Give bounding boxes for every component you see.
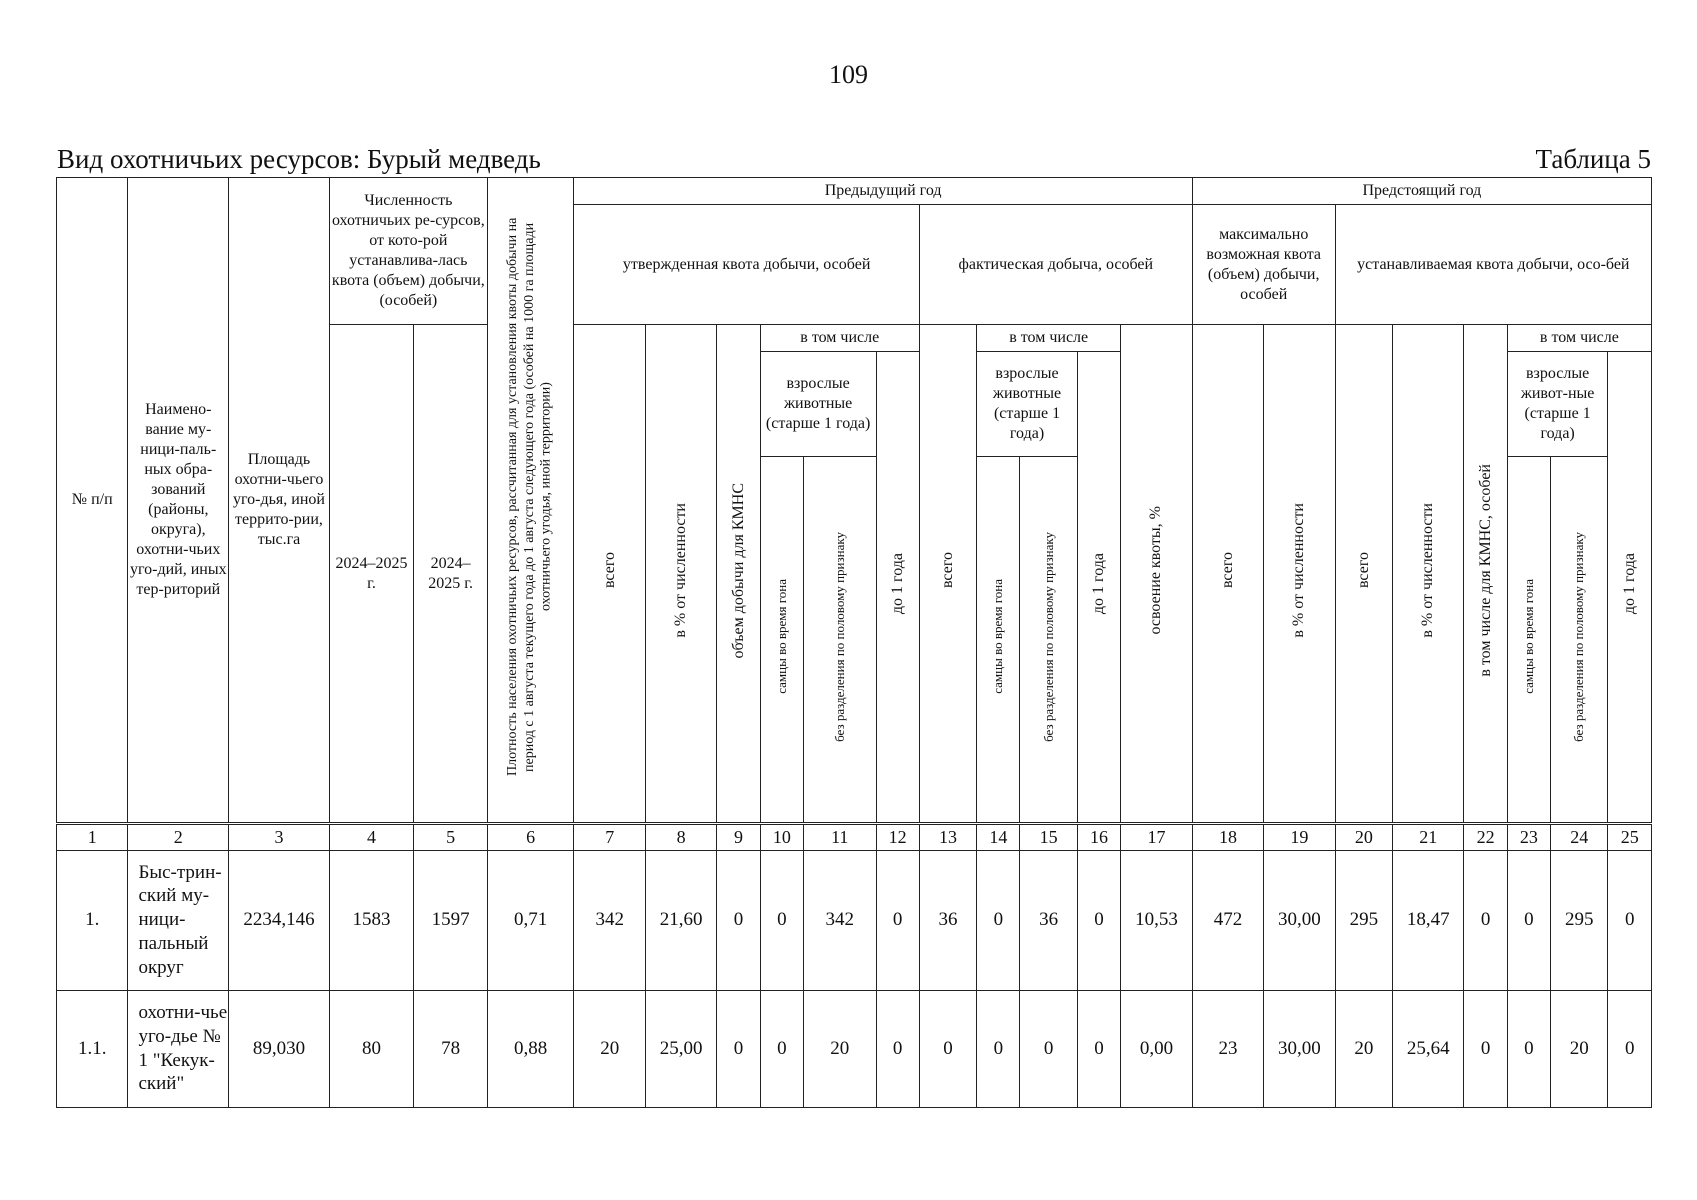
- table-cell: 0,00: [1121, 990, 1193, 1107]
- table-cell: 342: [574, 850, 645, 990]
- column-number-cell: 8: [645, 824, 716, 851]
- column-number-cell: 18: [1192, 824, 1263, 851]
- column-number-cell: 22: [1464, 824, 1507, 851]
- column-number-cell: 6: [487, 824, 574, 851]
- table-cell: 23: [1192, 990, 1263, 1107]
- table-cell: 0: [717, 990, 760, 1107]
- table-cell: 10,53: [1121, 850, 1193, 990]
- table-cell: 0: [919, 990, 976, 1107]
- table-cell: 36: [1020, 850, 1077, 990]
- table-cell: 36: [919, 850, 976, 990]
- header-row-number: № п/п: [57, 178, 128, 824]
- table-cell: 1583: [329, 850, 413, 990]
- header-col15-text: без разделения по половому признаку: [1040, 531, 1056, 742]
- column-number-cell: 11: [803, 824, 876, 851]
- resource-caption: Вид охотничьих ресурсов: Бурый медведь: [57, 144, 541, 174]
- header-col13-text: всего: [939, 552, 956, 589]
- header-col25-text: до 1 года: [1620, 553, 1638, 615]
- header-col23: [1507, 457, 1550, 824]
- table-cell: 30,00: [1264, 850, 1335, 990]
- header-col21: [1393, 325, 1464, 824]
- header-col20: [1335, 325, 1392, 824]
- column-number-cell: 16: [1077, 824, 1120, 851]
- table-cell: 0: [1464, 850, 1507, 990]
- header-actual-harvest: фактическая добыча, особей: [919, 205, 1192, 325]
- column-number-cell: 4: [329, 824, 413, 851]
- table-cell: 0: [876, 990, 919, 1107]
- table-cell: 80: [329, 990, 413, 1107]
- header-col19: [1264, 325, 1335, 824]
- header-density-text: Плотность населения охотничьих ресурсов, рассчитанная для установления квоты добычи на период с 1 августа текущего года до 1 августа следующего года (особей на 1000 га площади охотничьего угодья, иной территории): [505, 217, 555, 777]
- header-col14-text: самцы во время гона: [990, 579, 1006, 694]
- header-col18: [1192, 325, 1263, 824]
- column-number-cell: 23: [1507, 824, 1550, 851]
- table-cell: 0: [977, 990, 1020, 1107]
- row-number: 1.1.: [57, 990, 128, 1107]
- column-number-cell: 3: [229, 824, 330, 851]
- column-number-cell: 9: [717, 824, 760, 851]
- table-cell: 0: [760, 990, 803, 1107]
- column-number-cell: 21: [1393, 824, 1464, 851]
- table-cell: 472: [1192, 850, 1263, 990]
- table-cell: 2234,146: [229, 850, 330, 990]
- header-col23-text: самцы во время гона: [1520, 579, 1536, 694]
- row-name: охотни-чье уго-дье № 1 "Кекук-ский": [128, 990, 229, 1107]
- header-col22: [1464, 325, 1507, 824]
- header-max-quota: максимально возможная квота (объем) добычи, особей: [1192, 205, 1335, 325]
- column-number-cell: 2: [128, 824, 229, 851]
- header-adults-approved: взрослые животные (старше 1 года): [760, 352, 876, 457]
- header-col25: [1608, 352, 1652, 824]
- table-cell: 78: [414, 990, 488, 1107]
- header-approved-quota: утвержденная квота добычи, особей: [574, 205, 919, 325]
- table-caption: Таблица 5: [1535, 144, 1651, 174]
- header-col16: [1077, 352, 1120, 824]
- column-number-cell: 17: [1121, 824, 1193, 851]
- column-number-cell: 15: [1020, 824, 1077, 851]
- column-number-row: [57, 824, 1652, 851]
- table-cell: 295: [1551, 850, 1608, 990]
- table-cell: 1597: [414, 850, 488, 990]
- table-row: [57, 990, 1652, 1107]
- table-cell: 21,60: [645, 850, 716, 990]
- table-cell: 295: [1335, 850, 1392, 990]
- header-previous-year: Предыдущий год: [574, 178, 1192, 205]
- header-municipality-name: Наимено-вание му-ници-паль-ных обра-зований (районы, округа), охотни-чьих уго-дий, иных тер-риторий: [128, 178, 229, 824]
- header-including-actual: в том числе: [977, 325, 1121, 352]
- header-col18-text: всего: [1218, 552, 1236, 589]
- table-cell: 20: [803, 990, 876, 1107]
- table-cell: 18,47: [1393, 850, 1464, 990]
- table-cell: 0: [876, 850, 919, 990]
- table-cell: 0: [1077, 850, 1120, 990]
- header-col10-text: самцы во время гона: [773, 579, 789, 694]
- header-col13: [919, 325, 976, 824]
- header-col20-text: всего: [1354, 552, 1372, 589]
- row-name: Быс-трин-ский му-ници-пальный округ: [128, 850, 229, 990]
- header-col12: [876, 352, 919, 824]
- header-adults-actual: взрослые животные (старше 1 года): [977, 352, 1078, 457]
- row-number: 1.: [57, 850, 128, 990]
- header-adults-set: взрослые живот-ные (старше 1 года): [1507, 352, 1608, 457]
- table-cell: 0,71: [487, 850, 574, 990]
- column-number-cell: 14: [977, 824, 1020, 851]
- header-density: [487, 178, 574, 824]
- header-col7-text: всего: [600, 552, 618, 589]
- header-col21-text: в % от численности: [1419, 503, 1437, 638]
- table-cell: 0: [1608, 850, 1652, 990]
- column-number-cell: 20: [1335, 824, 1392, 851]
- header-including-set: в том числе: [1507, 325, 1651, 352]
- table-cell: 0,88: [487, 990, 574, 1107]
- column-number-cell: 10: [760, 824, 803, 851]
- table-cell: 0: [717, 850, 760, 990]
- header-set-quota: устанавливаемая квота добычи, осо-бей: [1335, 205, 1651, 325]
- header-col19-text: в % от численности: [1290, 503, 1308, 638]
- header-population-group: Численность охотничьих ре-сурсов, от кото-рой устанавлива-лась квота (объем) добычи, (особей): [329, 178, 487, 325]
- table-cell: 0: [1608, 990, 1652, 1107]
- table-cell: 0: [760, 850, 803, 990]
- header-col11-text: без разделения по половому признаку: [831, 531, 847, 742]
- page-number: 109: [829, 60, 868, 89]
- header-col17: [1121, 325, 1193, 824]
- column-number-cell: 19: [1264, 824, 1335, 851]
- header-col4: 2024–2025 г.: [329, 325, 413, 824]
- table-cell: 30,00: [1264, 990, 1335, 1107]
- header-col11: [803, 457, 876, 824]
- table-cell: 25,64: [1393, 990, 1464, 1107]
- column-number-cell: 25: [1608, 824, 1652, 851]
- column-number-cell: 7: [574, 824, 645, 851]
- header-col10: [760, 457, 803, 824]
- header-col24-text: без разделения по половому признаку: [1571, 531, 1587, 742]
- table-cell: 89,030: [229, 990, 330, 1107]
- header-area: Площадь охотни-чьего уго-дья, иной террито-рии, тыс.га: [229, 178, 330, 824]
- table-cell: 0: [1020, 990, 1077, 1107]
- header-col9-text: объем добычи для КМНС: [729, 482, 747, 659]
- table-row: [57, 850, 1652, 990]
- column-number-cell: 5: [414, 824, 488, 851]
- table-cell: 25,00: [645, 990, 716, 1107]
- header-col9: [717, 325, 760, 824]
- header-col5: 2024–2025 г.: [414, 325, 488, 824]
- header-col14: [977, 457, 1020, 824]
- header-col7: [574, 325, 645, 824]
- table-cell: 342: [803, 850, 876, 990]
- header-col16-text: до 1 года: [1090, 553, 1107, 615]
- column-number-cell: 1: [57, 824, 128, 851]
- table-cell: 20: [1335, 990, 1392, 1107]
- header-including-approved: в том числе: [760, 325, 919, 352]
- header-col24: [1551, 457, 1608, 824]
- table-cell: 0: [1507, 850, 1550, 990]
- header-col22-text: в том числе для КМНС, особей: [1476, 464, 1494, 677]
- header-col8: [645, 325, 716, 824]
- table-cell: 0: [1507, 990, 1550, 1107]
- table-cell: 20: [574, 990, 645, 1107]
- column-number-cell: 13: [919, 824, 976, 851]
- header-upcoming-year: Предстоящий год: [1192, 178, 1651, 205]
- table-cell: 0: [977, 850, 1020, 990]
- table-cell: 20: [1551, 990, 1608, 1107]
- column-number-cell: 24: [1551, 824, 1608, 851]
- column-number-cell: 12: [876, 824, 919, 851]
- table-cell: 0: [1077, 990, 1120, 1107]
- header-col15: [1020, 457, 1077, 824]
- header-col12-text: до 1 года: [888, 553, 906, 615]
- header-col17-text: освоение квоты, %: [1147, 506, 1165, 635]
- table-cell: 0: [1464, 990, 1507, 1107]
- header-col8-text: в % от численности: [672, 503, 690, 638]
- quota-table: [56, 177, 1652, 1108]
